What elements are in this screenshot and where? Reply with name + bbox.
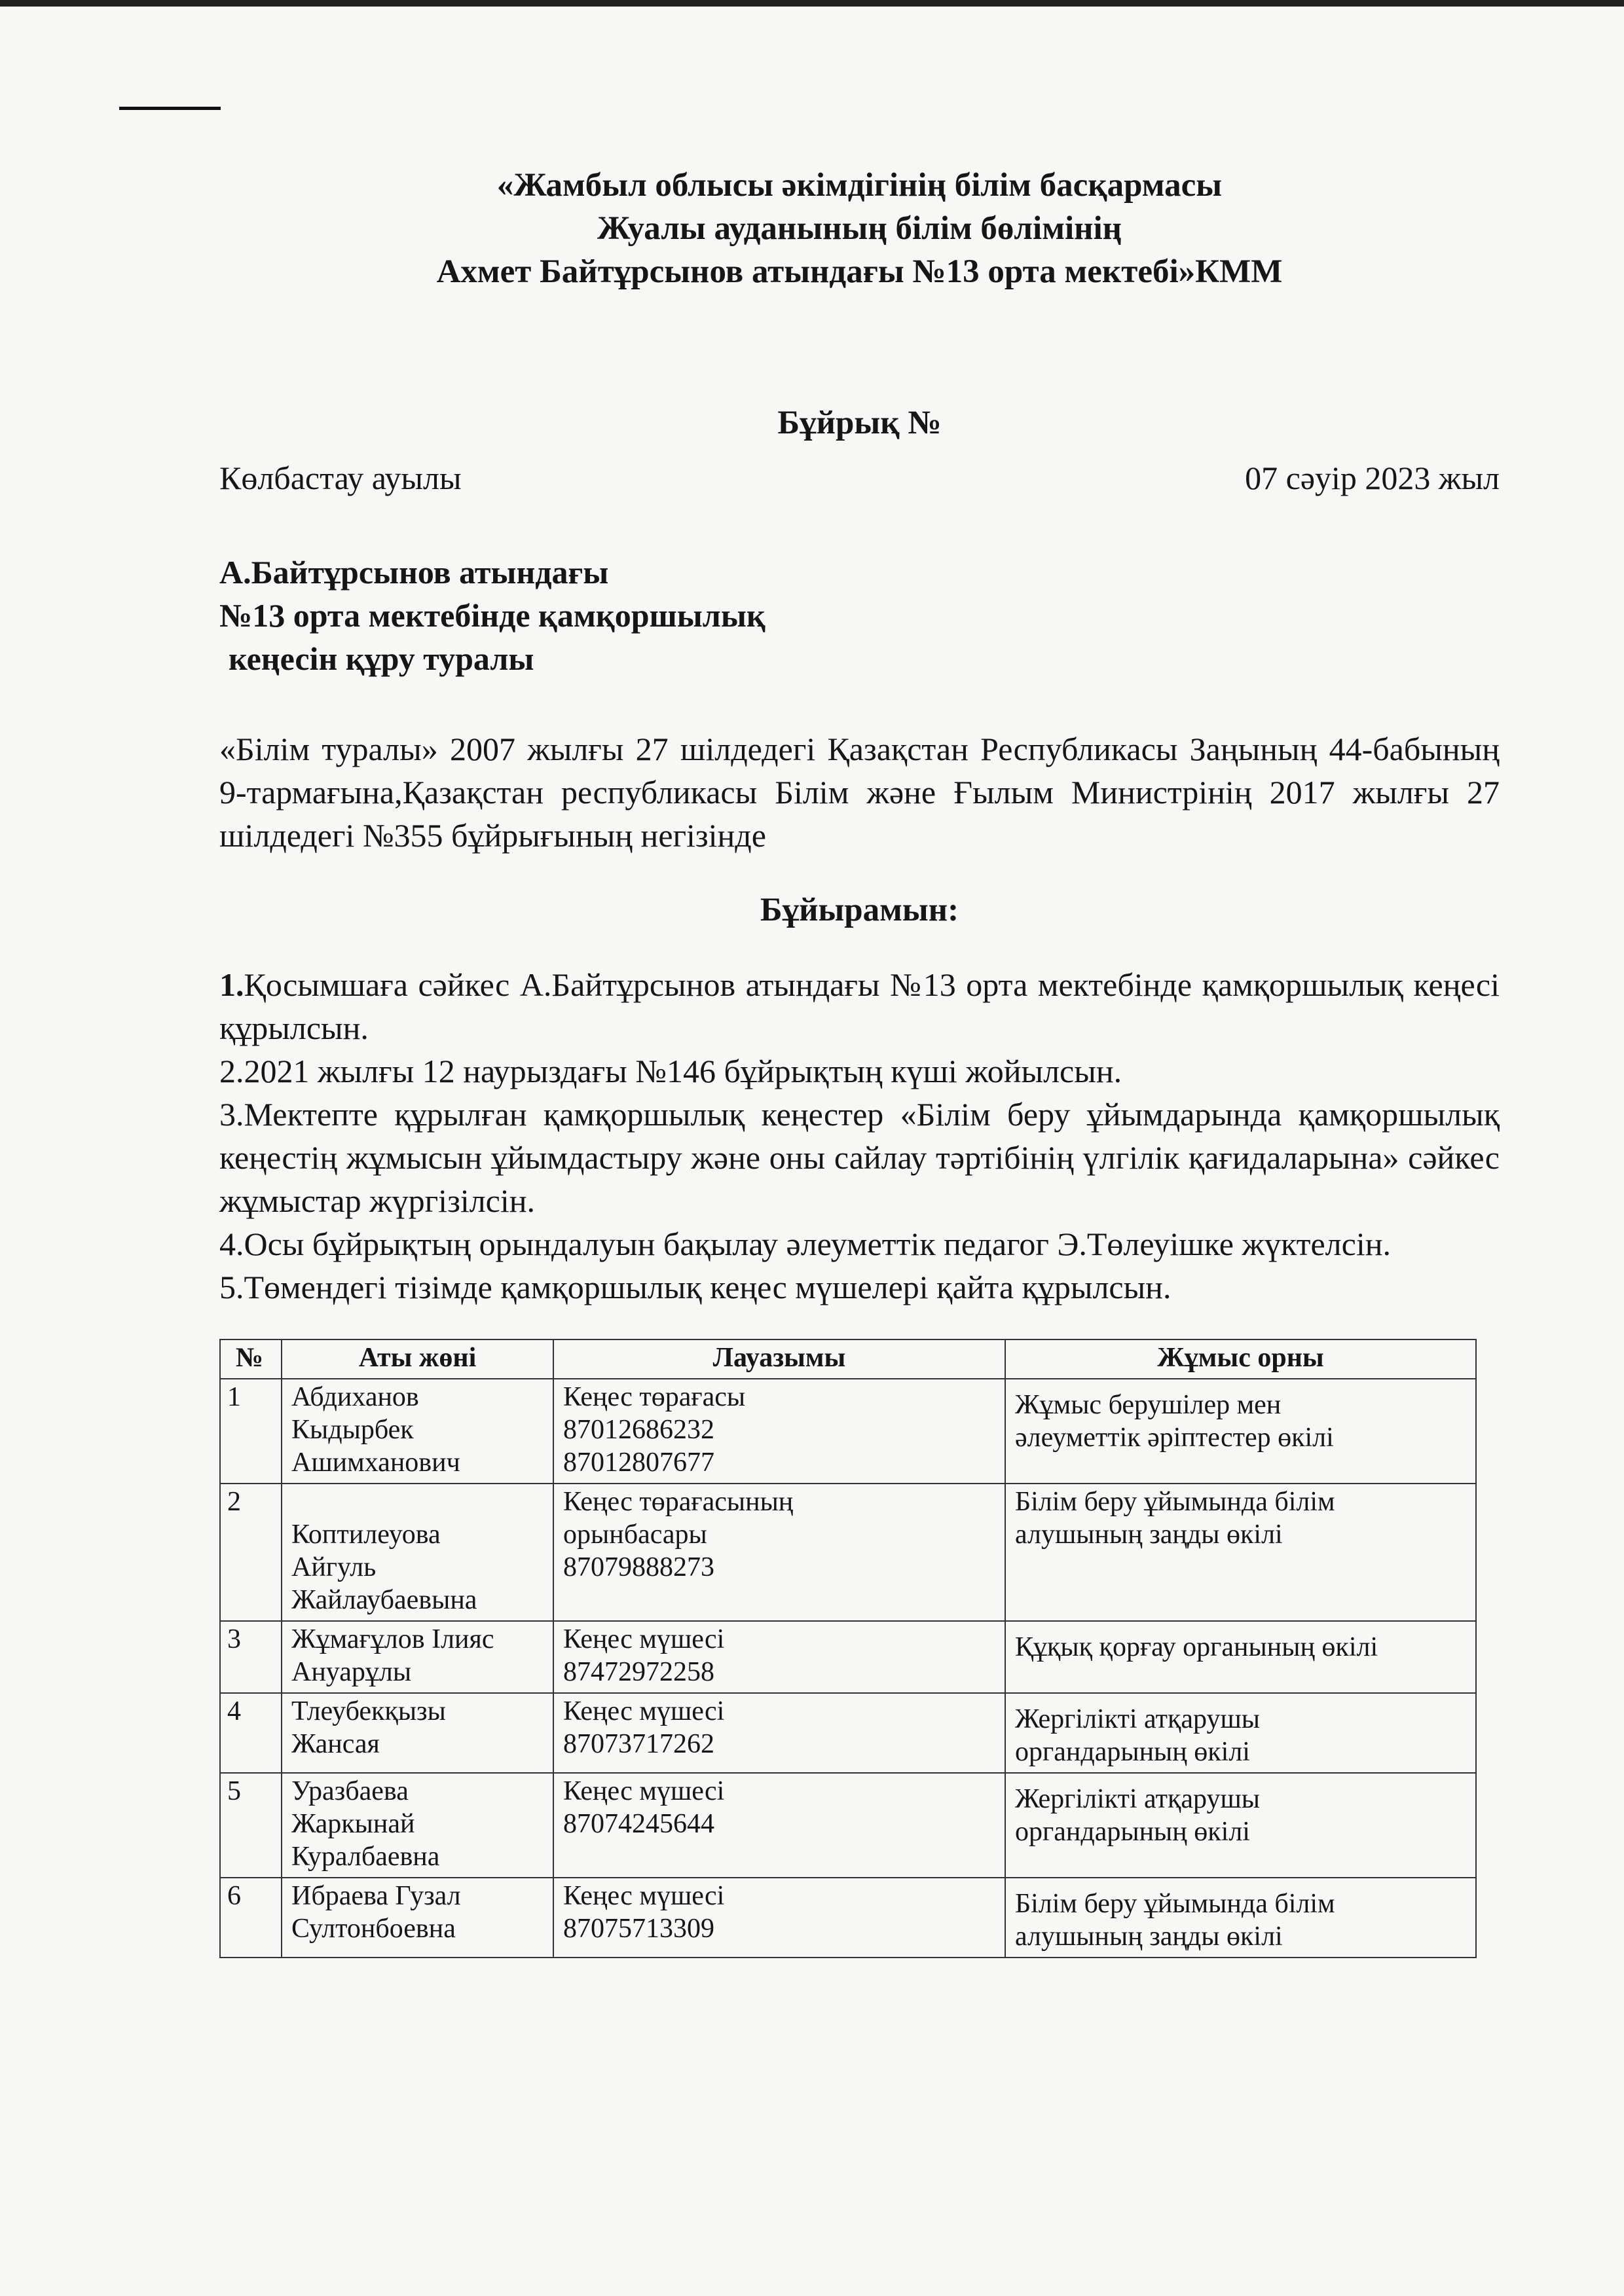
workplace-line: Жергілікті атқарушы xyxy=(1015,1704,1261,1734)
row-number: 3 xyxy=(220,1621,282,1693)
workplace-line: органдарының өкілі xyxy=(1015,1817,1250,1847)
position-line: 87472972258 xyxy=(563,1657,714,1687)
table-row xyxy=(220,1693,1476,1773)
workplace-line: алушының заңды өкілі xyxy=(1015,1922,1283,1952)
position-line: Кеңес төрағасының xyxy=(563,1487,794,1517)
subject-line-3: кеңесін құру туралы xyxy=(229,640,534,677)
workplace-line: органдарының өкілі xyxy=(1015,1737,1250,1767)
member-name xyxy=(282,1773,553,1878)
member-position xyxy=(553,1693,1005,1773)
workplace-line: әлеуметтік әріптестер өкілі xyxy=(1015,1423,1334,1453)
position-line: Кеңес төрағасы xyxy=(563,1382,746,1412)
subject-line-2: №13 орта мектебінде қамқоршылық xyxy=(219,597,766,634)
table-row xyxy=(220,1878,1476,1958)
order-item-5: 5.Төмендегі тізімде қамқоршылық кеңес мүшелері қайта құрылсын. xyxy=(219,1269,1172,1305)
member-name-line: Жұмағұлов Ілияс xyxy=(291,1624,494,1654)
row-number: 6 xyxy=(220,1878,282,1958)
member-name xyxy=(282,1878,553,1958)
row-number: 2 xyxy=(220,1484,282,1621)
member-workplace xyxy=(1005,1693,1476,1773)
table-row xyxy=(220,1621,1476,1693)
workplace-line: алушының заңды өкілі xyxy=(1015,1520,1283,1550)
member-workplace xyxy=(1005,1621,1476,1693)
member-name-line: Кыдырбек xyxy=(291,1415,414,1445)
position-line: 87012807677 xyxy=(563,1448,714,1478)
document-header xyxy=(219,164,1500,293)
order-item-1-text: Қосымшаға сәйкес А.Байтұрсынов атындағы №13 орта мектебінде қамқоршылық кеңесі құрылсын. xyxy=(219,966,1500,1046)
document-page xyxy=(219,164,1500,1958)
workplace-line: Білім беру ұйымында білім xyxy=(1015,1889,1335,1919)
workplace-line: Жұмыс берушілер мен xyxy=(1015,1390,1282,1420)
member-position xyxy=(553,1484,1005,1621)
header-workplace: Жұмыс орны xyxy=(1005,1339,1476,1379)
name-spacer xyxy=(291,1485,544,1518)
member-name-line: Абдиханов xyxy=(291,1382,419,1412)
date: 07 сәуір 2023 жыл xyxy=(1245,460,1500,496)
table-header-row xyxy=(220,1339,1476,1379)
position-line: орынбасары xyxy=(563,1520,707,1550)
position-line: Кеңес мүшесі xyxy=(563,1881,725,1911)
table-row xyxy=(220,1484,1476,1621)
order-item-1-number: 1. xyxy=(219,966,244,1003)
corner-mark xyxy=(119,107,221,110)
order-items xyxy=(219,963,1500,1309)
workplace-line: Білім беру ұйымында білім xyxy=(1015,1487,1335,1517)
member-workplace xyxy=(1005,1878,1476,1958)
member-workplace xyxy=(1005,1773,1476,1878)
decree-heading: Бұйырамын: xyxy=(760,892,959,928)
council-members-table xyxy=(219,1339,1477,1958)
header-line-2: Жуалы ауданының білім бөлімінің xyxy=(597,210,1122,247)
place: Көлбастау ауылы xyxy=(219,460,462,496)
member-name-line: Коптилеуова xyxy=(291,1520,441,1550)
member-name-line: Жаркынай xyxy=(291,1809,415,1839)
header-name: Аты жөні xyxy=(282,1339,553,1379)
member-name-line: Айгуль xyxy=(291,1552,377,1582)
member-name-line: Султонбоевна xyxy=(291,1914,456,1944)
member-name-line: Ашимханович xyxy=(291,1448,460,1478)
row-number: 4 xyxy=(220,1693,282,1773)
position-line: 87074245644 xyxy=(563,1809,714,1839)
order-title: Бұйрық № xyxy=(777,405,942,441)
header-position: Лауазымы xyxy=(553,1339,1005,1379)
member-name-line: Уразбаева xyxy=(291,1776,409,1806)
member-name-line: Ибраева Гузал xyxy=(291,1881,461,1911)
position-line: 87075713309 xyxy=(563,1914,714,1944)
member-name-line: Жансая xyxy=(291,1729,380,1759)
preamble: «Білім туралы» 2007 жылғы 27 шілдедегі Қазақстан Республикасы Заңының 44-бабының 9-тармағына,Қазақстан республикасы Білім және Ғылым Министрінің 2017 жылғы 27 шілдедегі №355 бұйрығының негізінде xyxy=(219,731,1500,854)
workplace-line: Жергілікті атқарушы xyxy=(1015,1784,1261,1814)
table-row xyxy=(220,1773,1476,1878)
position-line: Кеңес мүшесі xyxy=(563,1696,725,1726)
member-name xyxy=(282,1621,553,1693)
member-name xyxy=(282,1379,553,1484)
subject-line-1: А.Байтұрсынов атындағы xyxy=(219,554,609,591)
order-subject xyxy=(219,551,1500,680)
position-line: Кеңес мүшесі xyxy=(563,1624,725,1654)
row-number: 1 xyxy=(220,1379,282,1484)
member-name-line: Ануарұлы xyxy=(291,1657,412,1687)
member-name xyxy=(282,1693,553,1773)
member-position xyxy=(553,1878,1005,1958)
row-number: 5 xyxy=(220,1773,282,1878)
position-line: Кеңес мүшесі xyxy=(563,1776,725,1806)
member-name xyxy=(282,1484,553,1621)
position-line: 87079888273 xyxy=(563,1552,714,1582)
order-item-2: 2.2021 жылғы 12 наурыздағы №146 бұйрықтың күші жойылсын. xyxy=(219,1053,1122,1089)
position-line: 87073717262 xyxy=(563,1729,714,1759)
scan-top-edge xyxy=(0,0,1624,7)
position-line: 87012686232 xyxy=(563,1415,714,1445)
header-line-3: Ахмет Байтұрсынов атындағы №13 орта мектебі»КММ xyxy=(436,253,1283,290)
member-position xyxy=(553,1621,1005,1693)
order-item-4: 4.Осы бұйрықтың орындалуын бақылау әлеуметтік педагог Э.Төлеуішке жүктелсін. xyxy=(219,1226,1391,1262)
order-item-3: 3.Мектепте құрылған қамқоршылық кеңестер «Білім беру ұйымдарында қамқоршылық кеңестің жұмысын ұйымдастыру және оны сайлау тәртібінің үлгілік қағидаларына» сәйкес жұмыстар жүргізілсін. xyxy=(219,1096,1500,1219)
member-workplace xyxy=(1005,1484,1476,1621)
member-position xyxy=(553,1773,1005,1878)
order-item-1 xyxy=(219,963,1500,1049)
member-name-line: Жайлаубаевына xyxy=(291,1585,477,1615)
header-line-1: «Жамбыл облысы әкімдігінің білім басқармасы xyxy=(496,167,1223,204)
place-date-row xyxy=(219,456,1500,500)
member-name-line: Тлеубекқызы xyxy=(291,1696,446,1726)
header-no: № xyxy=(220,1339,282,1379)
table-row xyxy=(220,1379,1476,1484)
member-name-line: Куралбаевна xyxy=(291,1842,440,1872)
member-workplace xyxy=(1005,1379,1476,1484)
workplace-line: Құқық қорғау органының өкілі xyxy=(1015,1632,1378,1662)
member-position xyxy=(553,1379,1005,1484)
